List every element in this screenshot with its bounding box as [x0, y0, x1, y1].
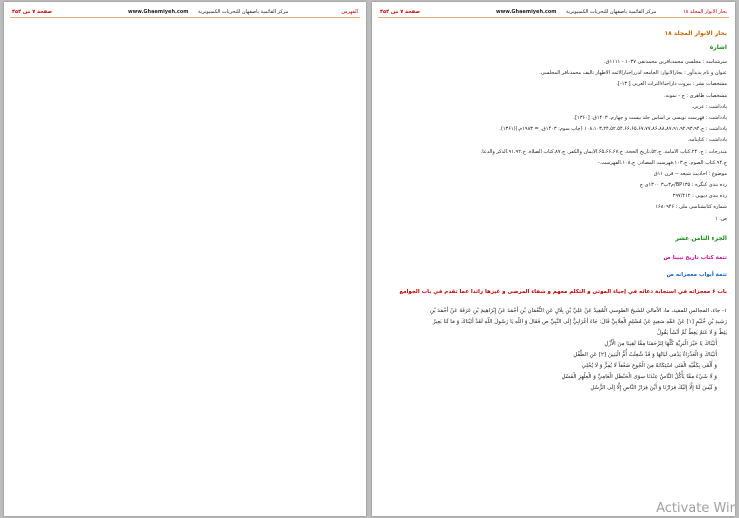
chapter-subheading: تتمة أبواب معجزاته ص: [666, 271, 727, 278]
meta-line: مشخصات نشر : بیروت داراحیاءالتراث العربی [ ۱۳-].: [616, 81, 727, 88]
poem-line: وَ أَلْقَى بِكَفَّيْهِ الْفَتَى اسْتِكَانَةً مِنَ الْجُوعِ ضَعْفاً لَا يُمِرُّ وَ لَا يُحْلِي: [581, 362, 717, 369]
meta-line: رده بندی دیویی : ۲۹۷/۲۱۲: [672, 193, 727, 200]
hadith-line: يَئِطُّ وَ لَا غَنَمٌ يَغِطُّ ثُمَّ أَنْشَأَ يَقُولُ: [656, 329, 727, 336]
meta-line: یادداشت : کتابنامه.: [687, 137, 727, 144]
site-url: www.Ghaemiyeh.com: [496, 9, 557, 15]
part-heading: الجزء الثامن عشر: [675, 234, 727, 242]
meta-line: عنوان و نام پدیدآور : بحارالانوار: الجامعه لدرراخبارالائمه الاطهار تالیف محمدباقر المجلسی.: [539, 70, 727, 77]
section-heading: اشارة: [709, 44, 727, 51]
meta-line: شماره کتابشناسی ملی : ۱۶۸۰۹۴۶: [655, 204, 727, 211]
page-number: صفحة ۷ من ۴۵۴: [380, 9, 421, 15]
meta-line: یادداشت : ج.۲۴.۵۲.۵۴.۶۶،۶۵،۶۷،۷۷،۸۶،۸۸،۸۷،۹۱،۹۲،۹۳،۹۴ـ۱۰۸،۱۰۳ (چاپ سوم: ۱۴۰۳ق. = ۱۹۸۳م.)(۱۳۶۱).: [499, 126, 727, 133]
page-number: صفحة ۷ من ۴۵۴: [12, 9, 53, 15]
meta-line: رده بندی کنگره : BP۱۳۵/م۳ب۳ ۱۳۰۰ی ج: [639, 182, 727, 189]
meta-line: موضوع : احادیث شیعه -- قرن ۱۱ق: [653, 170, 727, 177]
hadith-line: رَشِيدِ بْنِ خُثَيْمٍ [۱] عَنْ عَمِّهِ سَعِيدٍ عَنْ مُسْلِمٍ الْغِلَابِيِّ قَالَ: جَاءَ أَعْرَابِيٌّ إِلَى النَّبِيِّ ص فَقَالَ وَ اللَّهِ يَا رَسُولَ اللَّهِ لَقَدْ أَتَيْنَاكَ وَ مَا لَنَا بَعِيرٌ: [432, 318, 727, 325]
meta-line: یادداشت : عربی.: [691, 103, 727, 110]
meta-line: ص: ۱: [714, 215, 727, 222]
left-page: [4, 2, 366, 516]
book-subheading: تتمة كتاب تاريخ نبينا ص: [663, 254, 727, 261]
activate-windows-watermark: Activate Wir: [656, 501, 735, 516]
poem: [382, 339, 727, 394]
poem-line: وَ لَا شَيْءَ مِمَّا يَأْكُلُ النَّاسُ عِنْدَنَا سِوَى الْحَنْظَلِ الْعَامِيِّ وَ الْعِلْهِزِ الْفَسْلِ: [561, 373, 717, 380]
header-title: الفهرس: [341, 9, 358, 15]
bab-title: باب ۶ معجزاته في استجابة دعائه في إحياء الموتى و التكلم معهم و شفاء المرضى و غيرها زائدا عما تقدم في باب الجوامع: [399, 288, 727, 295]
meta-line: یادداشت : فهرست نویسی بر اساس جلد بیست و چهارم، ۱۴۰۳ق. [۱۳۶۰].: [573, 114, 727, 121]
hadith-text: [382, 306, 727, 339]
meta-line: مندرجات : ج. ۲۴.کتاب الامامة. ج.۵۲.تاریخ الحجة. ج.۶۵،۶۶،۶۷.الایمان والکفر. ج.۸۷.کتاب الصلاة. ج.۹۱،۹۲.الذکر والدعا.: [480, 148, 727, 155]
book-title: بحار الانوار المجلد ۱۸: [664, 30, 727, 37]
catalog-metadata: [382, 57, 727, 225]
publisher-name: مرکز القائمية باصفهان للتحريات الكمبيوترية: [566, 9, 657, 15]
meta-line: ج.۹۴.کتاب الصوم. ج.۱۰۳.فهرست المصادر. ج.۱۰۸.الفهرست.-: [597, 159, 727, 166]
left-page-header: [10, 8, 360, 18]
right-page: [372, 2, 735, 516]
right-page-header: [378, 8, 729, 18]
poem-line: وَ لَيْسَ لَنَا إِلَّا إِلَيْكَ فِرَارُنَا وَ أَيْنَ فِرَارُ النَّاسِ إِلَّا إِلَى الرُّسُلِ: [590, 384, 717, 391]
poem-line: أَتَيْنَاكَ يَا خَيْرَ الْبَرِيَّةِ كُلِّهَا لِتَرْحَمَنَا مِمَّا لَقِينَا مِنَ الْأَزْلِ: [604, 340, 717, 347]
meta-line: مشخصات ظاهری : ج - نمونه.: [664, 92, 727, 99]
site-url: www.Ghaemiyeh.com: [128, 9, 189, 15]
poem-line: أَتَيْنَاكَ وَ الْعَذْرَاءُ يَدْمَى لَبَانُهَا وَ قَدْ شُغِلَتْ أُمُّ الْبَنِينَ [۲] عَنِ الطِّفْلِ: [573, 351, 717, 358]
publisher-name: مرکز القائمية باصفهان للتحريات الكمبيوترية: [198, 9, 289, 15]
page-content: [382, 24, 727, 394]
meta-line: سرشناسه : مجلسی محمدباقربن محمدتقی ۱۰۳۷ - ۱۱۱۱ق.: [603, 59, 727, 65]
header-title: بحار الانوار المجلد ۱۸: [682, 9, 727, 15]
hadith-line: ۱- جاء، المجالس للمفيد، ما، الأمالي للشيخ الطوسي الْمُفِيدُ عَنْ عَلِيِّ بْنِ بِلَالٍ عَنِ النُّعْمَانِ بْنِ أَحْمَدَ عَنْ إِبْرَاهِيمَ بْنِ عَرَفَةَ عَنْ أَحْمَدَ بْنِ: [429, 307, 727, 314]
